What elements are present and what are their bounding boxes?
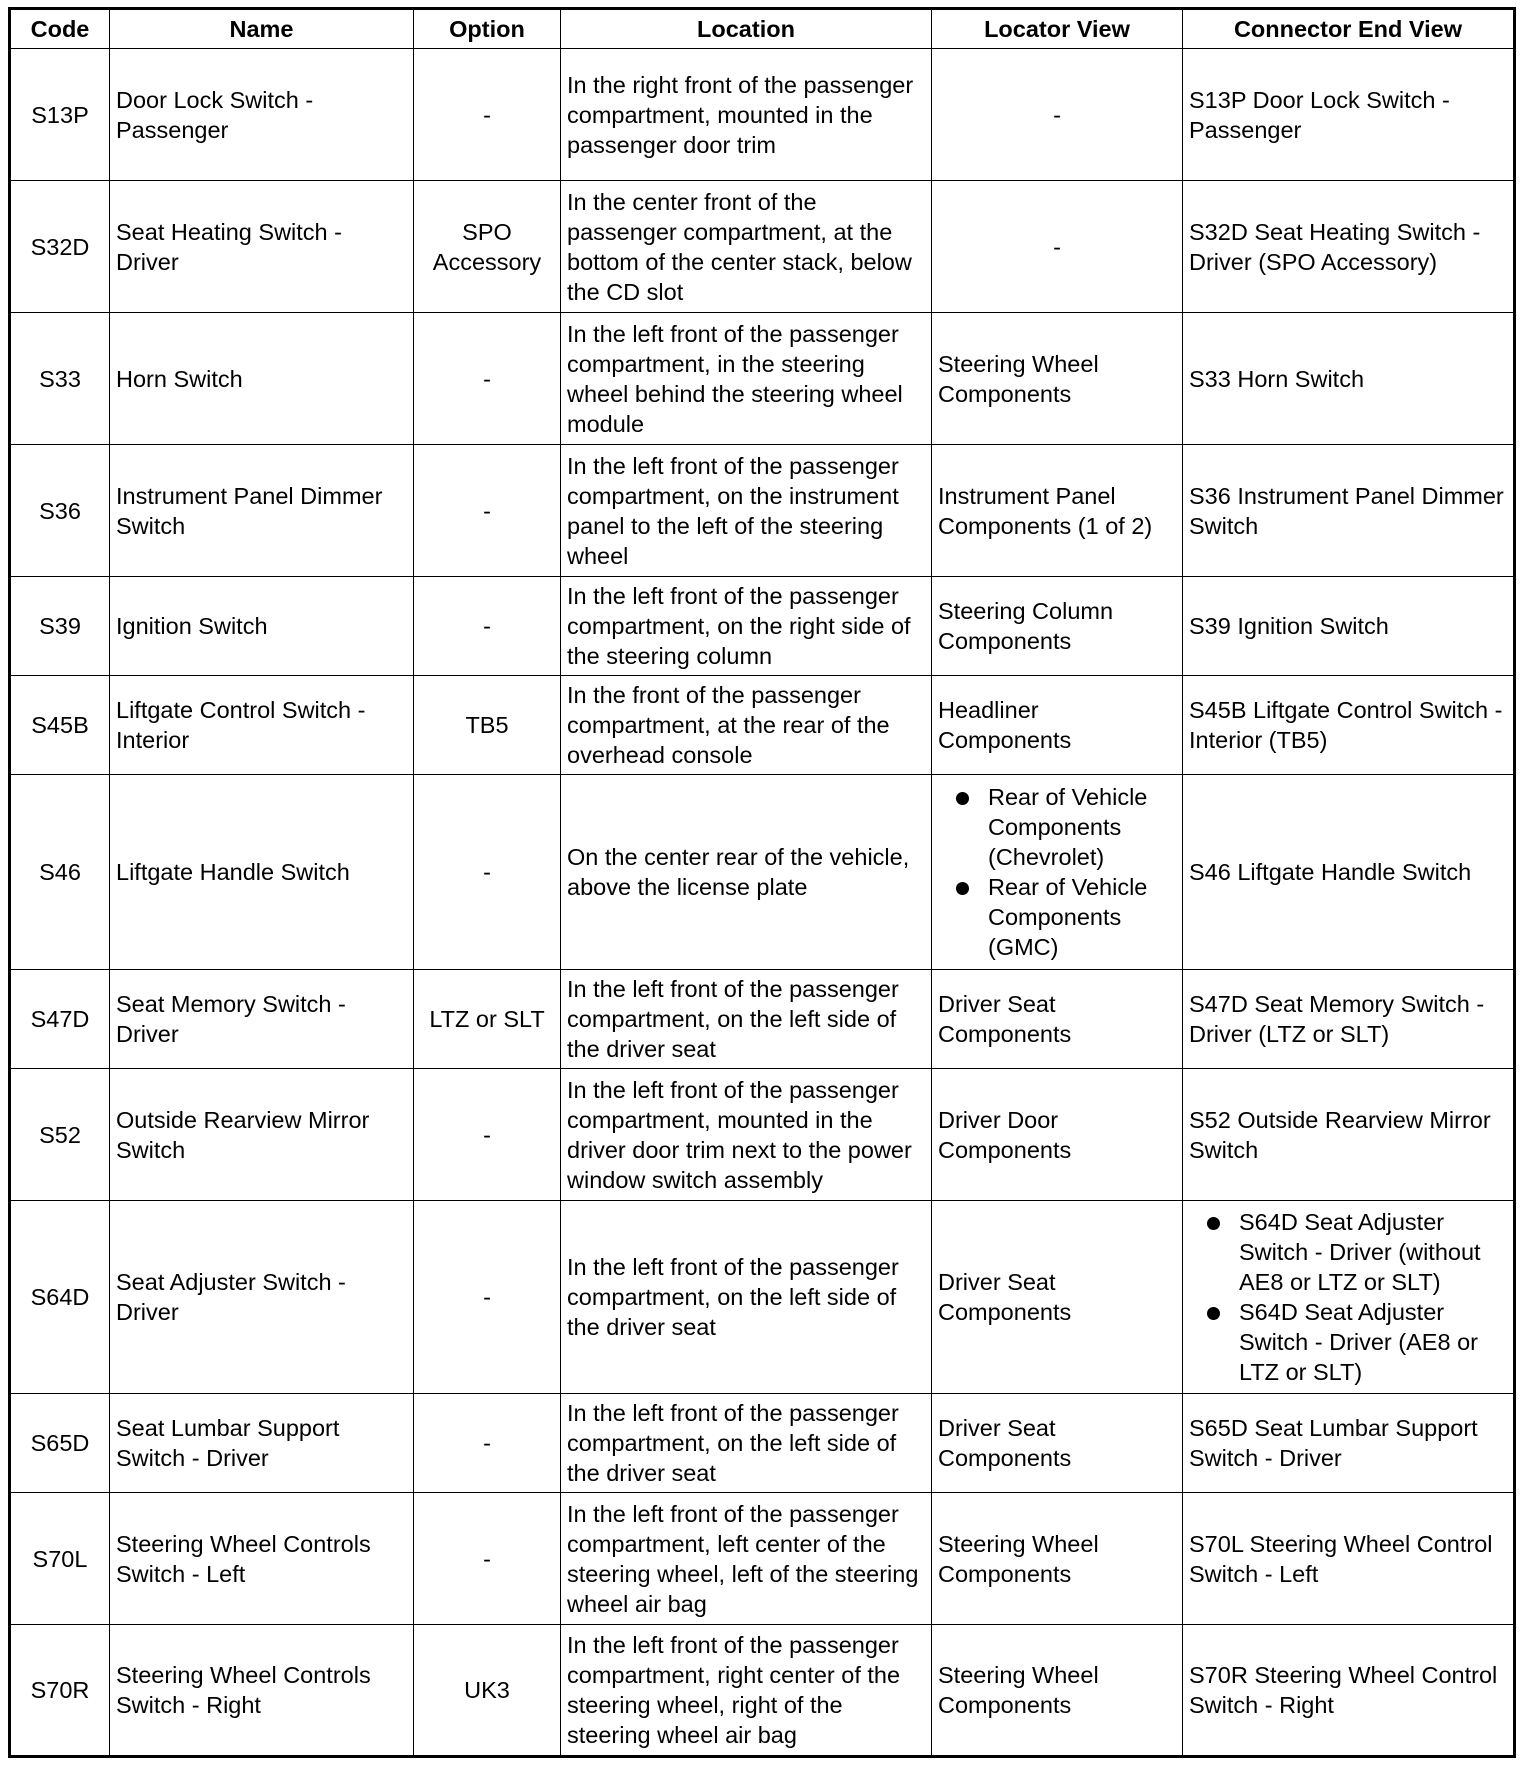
table-row bbox=[10, 445, 1515, 577]
name-cell: Seat Lumbar Support Switch - Driver bbox=[110, 1394, 414, 1493]
location-cell: In the left front of the passenger compartment, in the steering wheel behind the steering wheel module bbox=[561, 313, 932, 445]
header-row bbox=[10, 9, 1515, 49]
code-cell: S45B bbox=[10, 676, 110, 775]
connector-end-view-cell: S52 Outside Rearview Mirror Switch bbox=[1183, 1069, 1515, 1201]
name-cell: Liftgate Control Switch - Interior bbox=[110, 676, 414, 775]
header-code: Code bbox=[10, 9, 110, 49]
connector-end-view-cell: S45B Liftgate Control Switch - Interior (TB5) bbox=[1183, 676, 1515, 775]
location-cell: In the left front of the passenger compartment, left center of the steering wheel, left of the steering wheel air bag bbox=[561, 1493, 932, 1625]
name-cell: Steering Wheel Controls Switch - Left bbox=[110, 1493, 414, 1625]
location-cell: In the left front of the passenger compartment, on the instrument panel to the left of the steering wheel bbox=[561, 445, 932, 577]
location-cell: In the front of the passenger compartment, at the rear of the overhead console bbox=[561, 676, 932, 775]
location-cell: In the left front of the passenger compartment, on the left side of the driver seat bbox=[561, 1201, 932, 1394]
locator-view-cell: Steering Wheel Components bbox=[932, 1625, 1183, 1757]
option-cell: - bbox=[414, 445, 561, 577]
table-row bbox=[10, 1625, 1515, 1757]
name-cell: Ignition Switch bbox=[110, 577, 414, 676]
code-cell: S47D bbox=[10, 970, 110, 1069]
name-cell: Door Lock Switch - Passenger bbox=[110, 49, 414, 181]
connector-end-view-cell bbox=[1183, 1201, 1515, 1394]
locator-view-cell: Driver Door Components bbox=[932, 1069, 1183, 1201]
name-cell: Seat Heating Switch - Driver bbox=[110, 181, 414, 313]
option-cell: - bbox=[414, 1069, 561, 1201]
connector-end-view-cell: S32D Seat Heating Switch - Driver (SPO Accessory) bbox=[1183, 181, 1515, 313]
table-row bbox=[10, 775, 1515, 970]
header-locator-view: Locator View bbox=[932, 9, 1183, 49]
locator-view-cell: Steering Wheel Components bbox=[932, 313, 1183, 445]
name-cell: Seat Adjuster Switch - Driver bbox=[110, 1201, 414, 1394]
location-cell: In the left front of the passenger compartment, on the right side of the steering column bbox=[561, 577, 932, 676]
locator-view-list bbox=[938, 782, 1176, 962]
connector-end-view-cell: S36 Instrument Panel Dimmer Switch bbox=[1183, 445, 1515, 577]
table-row bbox=[10, 313, 1515, 445]
table-row bbox=[10, 676, 1515, 775]
location-cell: On the center rear of the vehicle, above the license plate bbox=[561, 775, 932, 970]
option-cell: UK3 bbox=[414, 1625, 561, 1757]
name-cell: Outside Rearview Mirror Switch bbox=[110, 1069, 414, 1201]
table-row bbox=[10, 181, 1515, 313]
location-cell: In the right front of the passenger compartment, mounted in the passenger door trim bbox=[561, 49, 932, 181]
connector-end-view-list bbox=[1189, 1207, 1507, 1387]
connector-end-view-cell: S70R Steering Wheel Control Switch - Right bbox=[1183, 1625, 1515, 1757]
location-cell: In the center front of the passenger compartment, at the bottom of the center stack, below the CD slot bbox=[561, 181, 932, 313]
option-cell: - bbox=[414, 1493, 561, 1625]
option-cell: - bbox=[414, 775, 561, 970]
option-cell: - bbox=[414, 577, 561, 676]
locator-view-cell: Instrument Panel Components (1 of 2) bbox=[932, 445, 1183, 577]
name-cell: Steering Wheel Controls Switch - Right bbox=[110, 1625, 414, 1757]
connector-end-view-item: S64D Seat Adjuster Switch - Driver (without AE8 or LTZ or SLT) bbox=[1239, 1207, 1507, 1297]
header-option: Option bbox=[414, 9, 561, 49]
table-row bbox=[10, 1069, 1515, 1201]
location-cell: In the left front of the passenger compartment, right center of the steering wheel, right of the steering wheel air bag bbox=[561, 1625, 932, 1757]
option-cell: TB5 bbox=[414, 676, 561, 775]
option-cell: LTZ or SLT bbox=[414, 970, 561, 1069]
location-cell: In the left front of the passenger compartment, on the left side of the driver seat bbox=[561, 970, 932, 1069]
locator-view-cell: - bbox=[932, 181, 1183, 313]
code-cell: S70L bbox=[10, 1493, 110, 1625]
name-cell: Liftgate Handle Switch bbox=[110, 775, 414, 970]
code-cell: S36 bbox=[10, 445, 110, 577]
name-cell: Seat Memory Switch - Driver bbox=[110, 970, 414, 1069]
name-cell: Horn Switch bbox=[110, 313, 414, 445]
locator-view-cell: Steering Column Components bbox=[932, 577, 1183, 676]
table-row bbox=[10, 1201, 1515, 1394]
header-name: Name bbox=[110, 9, 414, 49]
locator-view-cell: Headliner Components bbox=[932, 676, 1183, 775]
component-locator-table bbox=[8, 7, 1516, 1758]
connector-end-view-cell: S33 Horn Switch bbox=[1183, 313, 1515, 445]
table-row bbox=[10, 1394, 1515, 1493]
component-table-container bbox=[8, 7, 1516, 1758]
table-row bbox=[10, 970, 1515, 1069]
locator-view-cell: Driver Seat Components bbox=[932, 1201, 1183, 1394]
connector-end-view-cell: S13P Door Lock Switch - Passenger bbox=[1183, 49, 1515, 181]
locator-view-cell: - bbox=[932, 49, 1183, 181]
option-cell: - bbox=[414, 49, 561, 181]
connector-end-view-cell: S46 Liftgate Handle Switch bbox=[1183, 775, 1515, 970]
connector-end-view-cell: S70L Steering Wheel Control Switch - Left bbox=[1183, 1493, 1515, 1625]
code-cell: S33 bbox=[10, 313, 110, 445]
option-cell: - bbox=[414, 1394, 561, 1493]
code-cell: S52 bbox=[10, 1069, 110, 1201]
location-cell: In the left front of the passenger compartment, on the left side of the driver seat bbox=[561, 1394, 932, 1493]
locator-view-cell: Driver Seat Components bbox=[932, 970, 1183, 1069]
locator-view-item: Rear of Vehicle Components (Chevrolet) bbox=[988, 782, 1176, 872]
table-row bbox=[10, 1493, 1515, 1625]
connector-end-view-cell: S39 Ignition Switch bbox=[1183, 577, 1515, 676]
table-row bbox=[10, 577, 1515, 676]
location-cell: In the left front of the passenger compartment, mounted in the driver door trim next to the power window switch assembly bbox=[561, 1069, 932, 1201]
code-cell: S39 bbox=[10, 577, 110, 676]
code-cell: S70R bbox=[10, 1625, 110, 1757]
locator-view-item: Rear of Vehicle Components (GMC) bbox=[988, 872, 1176, 962]
option-cell: - bbox=[414, 1201, 561, 1394]
connector-end-view-cell: S47D Seat Memory Switch - Driver (LTZ or SLT) bbox=[1183, 970, 1515, 1069]
locator-view-cell: Driver Seat Components bbox=[932, 1394, 1183, 1493]
locator-view-cell: Steering Wheel Components bbox=[932, 1493, 1183, 1625]
header-connector-end-view: Connector End View bbox=[1183, 9, 1515, 49]
code-cell: S32D bbox=[10, 181, 110, 313]
code-cell: S64D bbox=[10, 1201, 110, 1394]
table-row bbox=[10, 49, 1515, 181]
header-location: Location bbox=[561, 9, 932, 49]
option-cell: - bbox=[414, 313, 561, 445]
code-cell: S46 bbox=[10, 775, 110, 970]
connector-end-view-cell: S65D Seat Lumbar Support Switch - Driver bbox=[1183, 1394, 1515, 1493]
option-cell: SPO Accessory bbox=[414, 181, 561, 313]
code-cell: S13P bbox=[10, 49, 110, 181]
locator-view-cell bbox=[932, 775, 1183, 970]
connector-end-view-item: S64D Seat Adjuster Switch - Driver (AE8 or LTZ or SLT) bbox=[1239, 1297, 1507, 1387]
name-cell: Instrument Panel Dimmer Switch bbox=[110, 445, 414, 577]
code-cell: S65D bbox=[10, 1394, 110, 1493]
